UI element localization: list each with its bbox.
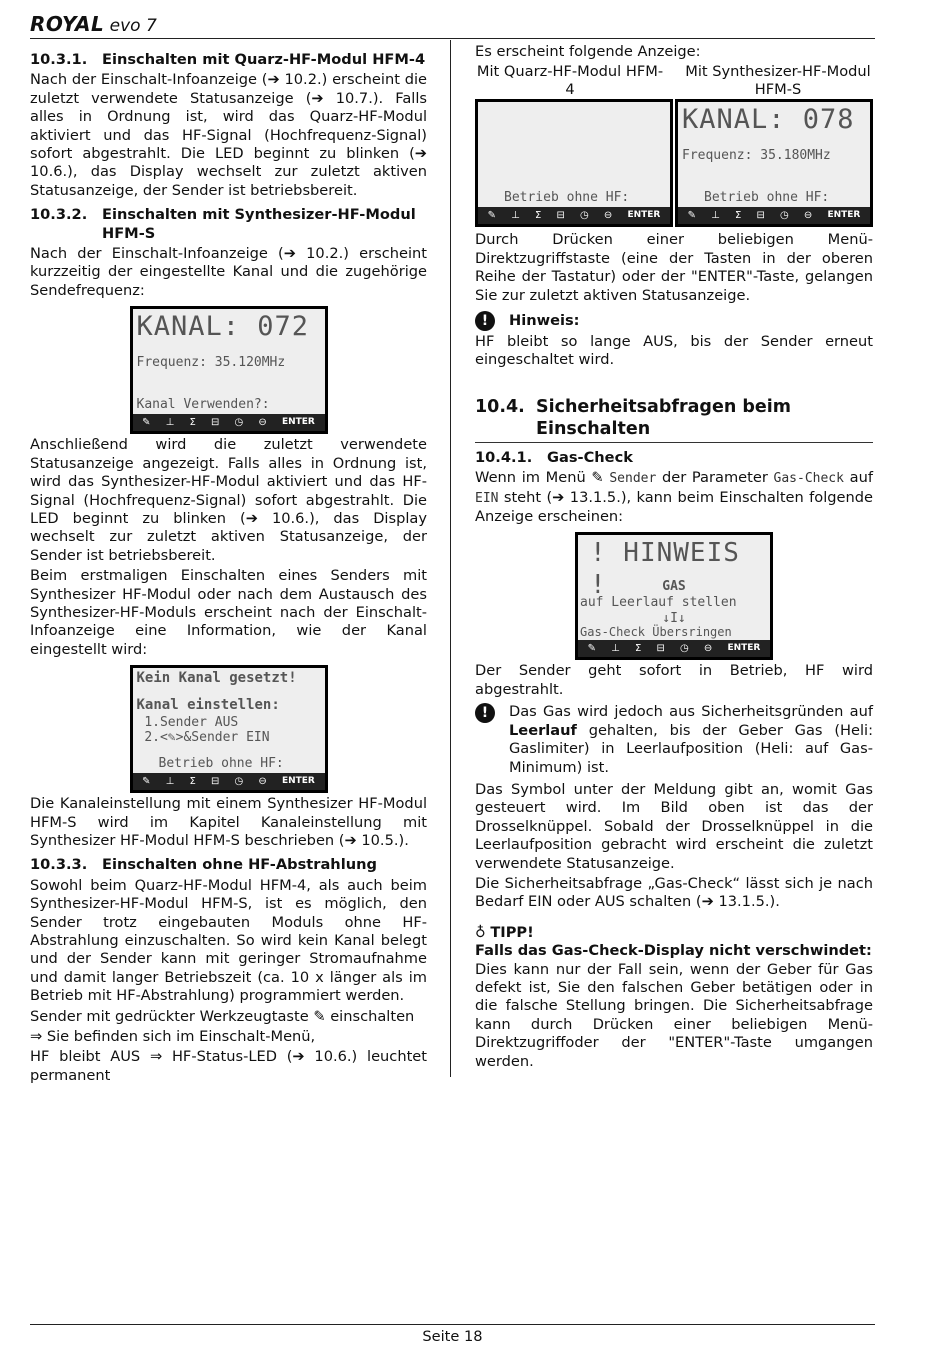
lcd-line: Betrieb ohne HF: [158, 756, 284, 772]
tip-body: Dies kann nur der Fall sein, wenn der Geber für Gas defekt ist, Sie den falschen Geber betätigen oder in die falsche Stellung bringen. Die Sicherheitsabfrage kann durch Drücken einer beliebigen Menü-Direktzugriffoder der "ENTER"-Taste umgangen werden. [475, 960, 873, 1070]
wrench-icon: ✎ [142, 417, 151, 429]
clock-icon: ◷ [234, 417, 244, 429]
memory-icon: ⊖ [258, 417, 267, 429]
stick-icon: ⊥ [165, 417, 175, 429]
enter-icon: ENTER [281, 417, 315, 428]
page-header [30, 12, 875, 39]
brand-logo: ROYAL evo 7 [30, 12, 157, 36]
model-icon: ⊟ [210, 417, 220, 429]
clock-icon: ◷ [680, 643, 689, 655]
lcd-line: Gas-Check Übersringen [580, 625, 732, 640]
paragraph: Die Sicherheitsabfrage „Gas-Check“ lässt sich je nach Bedarf EIN oder AUS schalten (➔ 13.1.5.). [475, 874, 873, 911]
tip-title: Falls das Gas-Check-Display nicht verschwindet: [475, 942, 872, 960]
paragraph: Es erscheint folgende Anzeige: [475, 43, 701, 60]
model-icon: ⊟ [756, 210, 765, 222]
hint-note [475, 311, 873, 331]
lcd-line: Kanal Verwenden?: [136, 397, 270, 413]
hint-body: HF bleibt so lange AUS, bis der Sender erneut eingeschaltet wird. [475, 333, 873, 369]
lcd-big-text: KANAL: 078 [682, 104, 855, 136]
lcd-pair [475, 99, 873, 227]
lcd-line: 2.<✎>&Sender EIN [136, 730, 270, 746]
lcd-line: Betrieb ohne HF: [504, 190, 630, 206]
lcd-hfm4-display [475, 99, 673, 227]
paragraph: ⇒ Sie befinden sich im Einschalt-Menü, [30, 1028, 316, 1046]
lcd-kanal-display [130, 306, 328, 434]
lcd-line: 1.Sender AUS [136, 715, 239, 731]
lcd-line: Kein Kanal gesetzt! [136, 670, 297, 687]
sigma-icon: Σ [189, 417, 196, 429]
memory-icon: ⊖ [258, 776, 267, 788]
clock-icon: ◷ [780, 210, 789, 222]
paragraph: Das Symbol unter der Meldung gibt an, womit Gas gesteuert wird. Im Bild oben ist das der Drosselknüppel. Sobald der Drosselknüppel in die Leerlaufposition gebracht wird erscheint die zuletzt verwendete Statusanzeige. [475, 780, 873, 872]
enter-icon: ENTER [827, 210, 861, 221]
memory-icon: ⊖ [603, 210, 613, 222]
stick-icon: ⊥ [711, 210, 720, 222]
section-heading-10-4: 10.4. Sicherheitsabfragen beim Einschalten [475, 396, 873, 443]
lcd-hfms-display [675, 99, 873, 227]
lcd-icon-bar [133, 773, 325, 790]
lcd-big-text: ! HINWEIS ! [590, 538, 740, 601]
enter-icon: ENTER [281, 776, 315, 787]
sigma-icon: Σ [535, 210, 542, 222]
clock-icon: ◷ [580, 210, 589, 222]
paragraph: Anschließend wird die zuletzt verwendete Statusanzeige angezeigt. Falls alles in Ordnung ist, wird das Synthesizer-HF-Modul aktiviert und das HF-Signal (Hochfrequenz-Signal) sofort abgestrahlt. Die LED beginnt zu blinken (➔ 10.6.), das Display wechselt zur zuletzt aktiven Statusanzeige, der Sender ist betriebsbereit. [30, 436, 427, 564]
lcd-caption-hfm4: Mit Quarz-HF-Modul HFM-4 [476, 63, 664, 99]
left-column [30, 45, 427, 1087]
stick-icon: ⊥ [511, 210, 520, 222]
throttle-stick-icon: ↓I↓ [662, 611, 686, 627]
exclamation-icon: ! [475, 703, 495, 723]
paragraph: Durch Drücken einer beliebigen Menü-Direktzugriffstaste (eine der Tasten in der oberen Reihe der Tastatur) oder der "ENTER"-Taste, gelangen Sie zur zuletzt aktiven Statusanzeige. [475, 231, 873, 304]
stick-icon: ⊥ [611, 643, 620, 655]
wrench-icon: ✎ [487, 210, 496, 222]
stick-icon: ⊥ [165, 776, 175, 788]
model-icon: ⊟ [210, 776, 220, 788]
sigma-icon: Σ [735, 210, 742, 222]
sigma-icon: Σ [635, 643, 642, 655]
lcd-icon-bar [578, 640, 770, 657]
lcd-icon-bar [133, 414, 325, 431]
wrench-icon: ✎ [587, 643, 596, 655]
paragraph: Die Kanaleinstellung mit einem Synthesizer HF-Modul HFM-S wird im Kapitel Kanaleinstellung mit Synthesizer HF-Modul HFM-S beschrieben (➔ 10.5.). [30, 795, 427, 849]
warning-text: Das Gas wird jedoch aus Sicherheitsgründen auf Leerlauf gehalten, bis der Geber Gas (Heli: Gaslimiter) in Leerlaufposition (Heli: auf Gas-Minimum) ist. [509, 703, 873, 776]
page-number: Seite 18 [422, 1328, 483, 1345]
lcd-kein-kanal-display [130, 665, 328, 793]
paragraph: Sowohl beim Quarz-HF-Modul HFM-4, als auch beim Synthesizer-HF-Modul HFM-S, ist es möglich, den Sender trotz eingebauten Moduls ohne HF-Abstrahlung einzuschalten. So wird kein Kanal belegt und der Sender kann mit geringer Stromaufnahme und damit langer Betriebszeit (ca. 10 x länger als im Betrieb mit HF-Abstrahlung) programmiert werden. [30, 876, 427, 1005]
column-divider [450, 40, 451, 1077]
lcd-hinweis-display [575, 532, 773, 660]
lcd-caption-hfms: Mit Synthesizer-HF-Modul HFM-S [685, 63, 871, 99]
lightbulb-icon: ♁ [475, 923, 491, 941]
section-heading-10-3-3: 10.3.3. Einschalten ohne HF-Abstrahlung [30, 856, 377, 874]
right-column [475, 43, 873, 1073]
memory-icon: ⊖ [703, 643, 713, 655]
wrench-icon: ✎ [687, 210, 696, 222]
lcd-big-text: KANAL: 072 [136, 311, 310, 343]
paragraph: HF bleibt AUS ⇒ HF-Status-LED (➔ 10.6.) leuchtet permanent [30, 1048, 427, 1084]
model-icon: ⊟ [656, 643, 665, 655]
paragraph: Nach der Einschalt-Infoanzeige (➔ 10.2.) erscheint die zuletzt verwendete Statusanzeige (➔ 10.7.). Falls alles in Ordnung ist, wird das Quarz-HF-Modul aktiviert und das HF-Signal (Hochfrequenz-Signal) sofort abgestrahlt. Die LED beginnt zu blinken (➔ 10.6.), das Display wechselt zur zuletzt aktiven Statusanzeige, der Sender ist betriebsbereit. [30, 71, 427, 199]
lcd-line: Kanal einstellen: [136, 697, 280, 714]
section-heading-10-4-1: 10.4.1. Gas-Check [475, 448, 633, 466]
enter-icon: ENTER [627, 210, 661, 221]
tip-heading: ♁ TIPP! [475, 923, 534, 941]
lcd-line: Frequenz: 35.120MHz [136, 355, 286, 371]
paragraph: Sender mit gedrückter Werkzeugtaste ✎ einschalten [30, 1007, 415, 1025]
paragraph: Beim erstmaligen Einschalten eines Senders mit Synthesizer HF-Modul oder nach dem Austausch des Synthesizer-HF-Moduls erscheint nach der Einschalt-Infoanzeige eine Information, wie der Kanal eingestellt wird: [30, 567, 427, 658]
page-footer [30, 1324, 875, 1346]
clock-icon: ◷ [234, 776, 244, 788]
sigma-icon: Σ [189, 776, 196, 788]
paragraph: Wenn im Menü ✎ Sender der Parameter Gas-Check auf EIN steht (➔ 13.1.5.), kann beim Einschalten folgende Anzeige erscheinen: [475, 469, 873, 526]
lcd-icon-bar [678, 207, 870, 224]
lcd-line: auf Leerlauf stellen [580, 595, 737, 611]
enter-icon: ENTER [727, 643, 761, 654]
lcd-caption-row [475, 63, 873, 99]
paragraph: Nach der Einschalt-Infoanzeige (➔ 10.2.) erscheint kurzzeitig der eingestellte Kanal und die zugehörige Sendefrequenz: [30, 245, 427, 299]
section-heading-10-3-2: 10.3.2. Einschalten mit Synthesizer-HF-Modul HFM-S [30, 206, 416, 242]
hint-title: Hinweis: [509, 312, 580, 330]
lcd-line: Betrieb ohne HF: [704, 190, 830, 206]
lcd-line: GAS [662, 579, 686, 595]
exclamation-icon: ! [475, 311, 495, 331]
model-icon: ⊟ [556, 210, 565, 222]
section-heading-10-3-1: 10.3.1. Einschalten mit Quarz-HF-Modul HFM-4 [30, 51, 426, 68]
memory-icon: ⊖ [803, 210, 813, 222]
lcd-icon-bar [478, 207, 670, 224]
wrench-icon: ✎ [142, 776, 151, 788]
paragraph: Der Sender geht sofort in Betrieb, HF wird abgestrahlt. [475, 662, 873, 698]
lcd-line: Frequenz: 35.180MHz [682, 148, 831, 164]
warning-note [475, 703, 873, 777]
